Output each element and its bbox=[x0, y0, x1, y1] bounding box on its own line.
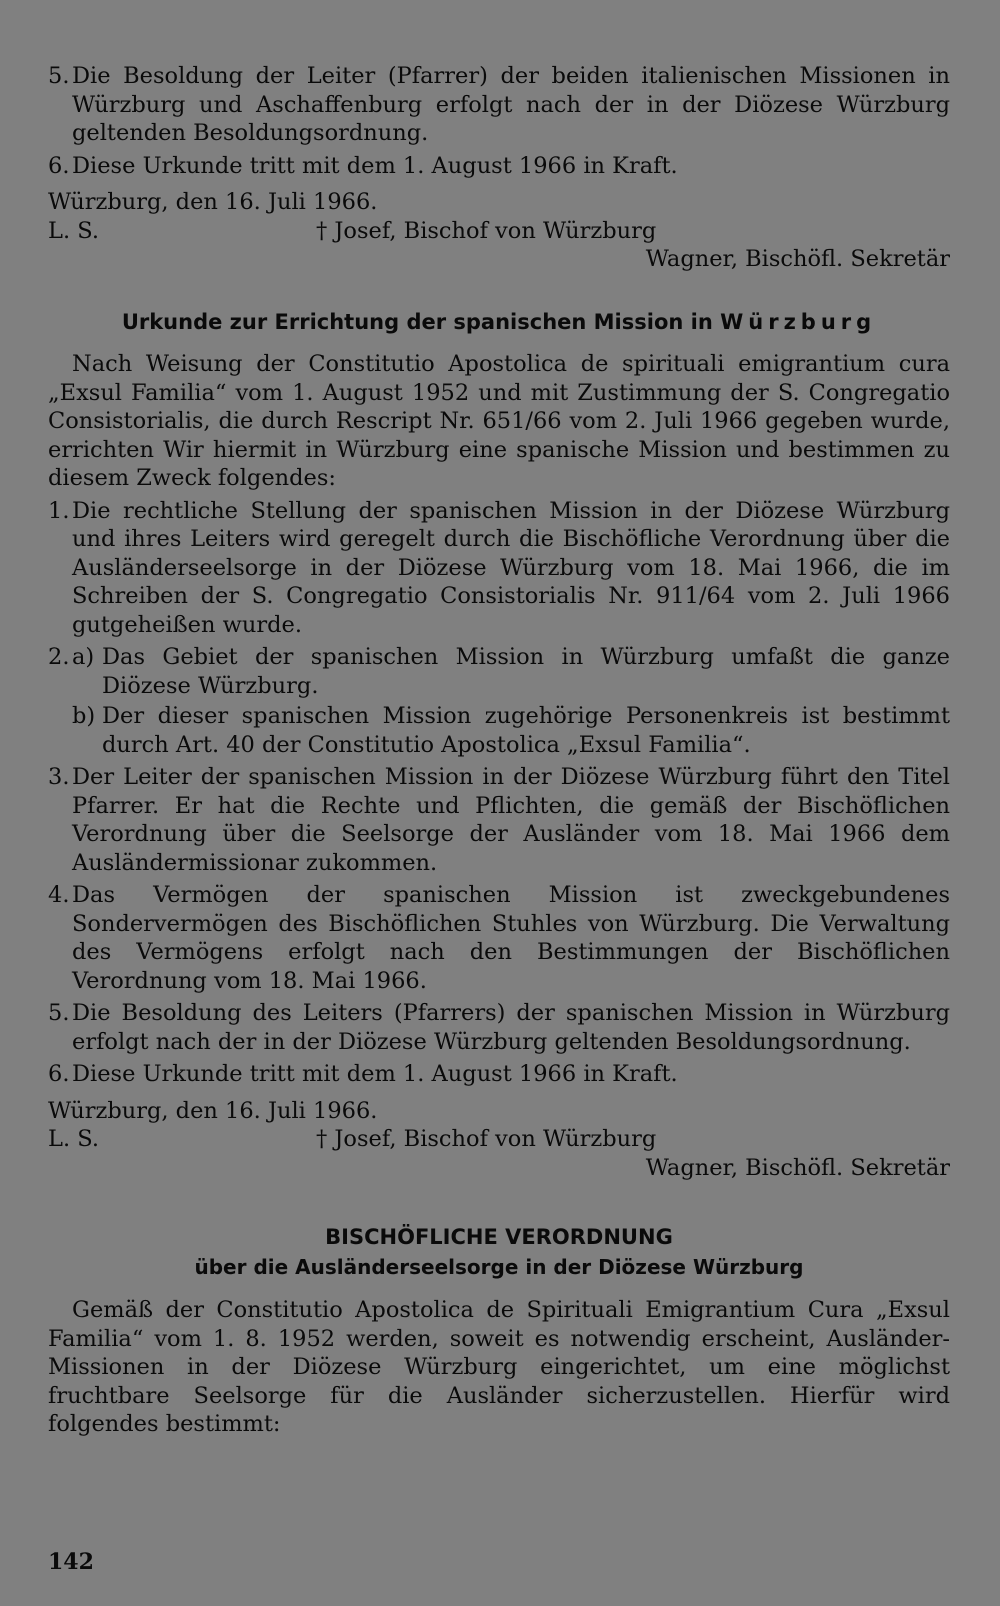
list-item bbox=[48, 643, 950, 759]
sub-item-a bbox=[48, 643, 950, 700]
place-date: Würzburg, den 16. Juli 1966. bbox=[48, 189, 378, 215]
item-number: 1. bbox=[48, 497, 70, 524]
secretary-signature: Wagner, Bischöfl. Sekretär bbox=[645, 1154, 950, 1181]
item-number: 5. bbox=[48, 1000, 70, 1026]
section-title bbox=[48, 308, 950, 337]
third-section bbox=[48, 1222, 950, 1439]
section-title-city: Würzburg bbox=[720, 309, 877, 334]
decree-subtitle: über die Ausländerseelsorge in der Diözese Würzburg bbox=[194, 1255, 804, 1279]
item-text: Diese Urkunde tritt mit dem 1. August 1966 in Kraft. bbox=[72, 152, 678, 179]
sub-item-text: Der dieser spanischen Mission zugehörige Personenkreis ist bestimmt durch Art. 40 der Constitutio Apostolica „Exsul Familia“. bbox=[102, 703, 950, 758]
item-text: Diese Urkunde tritt mit dem 1. August 1966 in Kraft. bbox=[72, 1061, 678, 1087]
list-item bbox=[48, 881, 950, 995]
first-section bbox=[48, 62, 950, 274]
list-item bbox=[48, 152, 950, 181]
sub-item-b bbox=[48, 702, 950, 759]
sub-item-text: Das Gebiet der spanischen Mission in Würzburg umfaßt die ganze Diözese Würzburg. bbox=[102, 644, 950, 699]
sub-item-label: b) bbox=[72, 703, 96, 729]
list-item bbox=[48, 62, 950, 148]
seal-marker: L. S. bbox=[48, 1126, 100, 1152]
page-number: 142 bbox=[48, 1549, 94, 1575]
section-title-prefix: Urkunde zur Errichtung der spanischen Mission in bbox=[121, 309, 713, 334]
signature-row bbox=[48, 1125, 950, 1154]
list-item bbox=[48, 999, 950, 1056]
item-text: Das Vermögen der spanischen Mission ist zweckgebundenes Sondervermögen des Bischöflichen Stuhles von Würzburg. Die Verwaltung des Vermögens erfolgt nach den Bestimmungen der Bischöflichen Verordnung vom 18. Mai 1966. bbox=[72, 882, 950, 994]
bishop-signature: † Josef, Bischof von Würzburg bbox=[316, 1126, 657, 1152]
signature-row bbox=[48, 217, 950, 246]
place-date: Würzburg, den 16. Juli 1966. bbox=[48, 1097, 378, 1124]
item-text: Die Besoldung der Leiter (Pfarrer) der beiden italienischen Missionen in Würzburg und Aschaffenburg erfolgt nach der in der Diözese Würzburg geltenden Besoldungsordnung. bbox=[72, 63, 950, 146]
item-text: Die rechtliche Stellung der spanischen Mission in der Diözese Würzburg und ihres Leiters wird geregelt durch die Bischöfliche Verordnung über die Ausländerseelsorge in der Diözese Würzburg vom 18. Mai 1966, die im Schreiben der S. Congregatio Consistorialis Nr. 911/64 vom 2. Juli 1966 gutgeheißen wurde. bbox=[72, 497, 950, 638]
item-text: Die Besoldung des Leiters (Pfarrers) der spanischen Mission in Würzburg erfolgt nach der in der Diözese Würzburg geltenden Besoldungsordnung. bbox=[72, 1000, 950, 1055]
intro-paragraph: Nach Weisung der Constitutio Apostolica de spirituali emigrantium cura „Exsul Familia“ vom 1. August 1952 und mit Zustimmung der S. Congregatio Consistorialis, die durch Rescript Nr. 651/66 vom 2. Juli 1966 gegeben wurde, errichten Wir hiermit in Würzburg eine spanische Mission und bestimmen zu diesem Zweck folgendes: bbox=[48, 351, 950, 491]
bishop-signature: † Josef, Bischof von Würzburg bbox=[316, 217, 657, 244]
item-number: 2. bbox=[48, 644, 70, 670]
list-item bbox=[48, 763, 950, 877]
secretary-signature: Wagner, Bischöfl. Sekretär bbox=[645, 246, 950, 272]
decree-intro: Gemäß der Constitutio Apostolica de Spirituali Emigrantium Cura „Exsul Familia“ vom 1. 8. 1952 werden, soweit es notwendig erscheint, Ausländer-Missionen in der Diözese Würzburg eingerichtet, um eine möglichst fruchtbare Seelsorge für die Ausländer sicherzustellen. Hierfür wird folgendes bestimmt: bbox=[48, 1297, 950, 1437]
list-item bbox=[48, 1060, 950, 1089]
sub-item-label: a) bbox=[72, 644, 95, 670]
seal-marker: L. S. bbox=[48, 217, 100, 244]
item-number: 6. bbox=[48, 1061, 70, 1087]
item-number: 4. bbox=[48, 882, 70, 908]
item-number: 3. bbox=[48, 764, 70, 790]
list-item bbox=[48, 497, 950, 640]
second-section bbox=[48, 308, 950, 1183]
decree-title: BISCHÖFLICHE VERORDNUNG bbox=[325, 1225, 673, 1249]
item-number: 6. bbox=[48, 152, 70, 179]
item-text: Der Leiter der spanischen Mission in der Diözese Würzburg führt den Titel Pfarrer. Er hat die Rechte und Pflichten, die gemäß der Bischöflichen Verordnung über die Seelsorge der Ausländer vom 18. Mai 1966 dem Ausländermissionar zukommen. bbox=[72, 764, 950, 876]
item-number: 5. bbox=[48, 63, 70, 89]
